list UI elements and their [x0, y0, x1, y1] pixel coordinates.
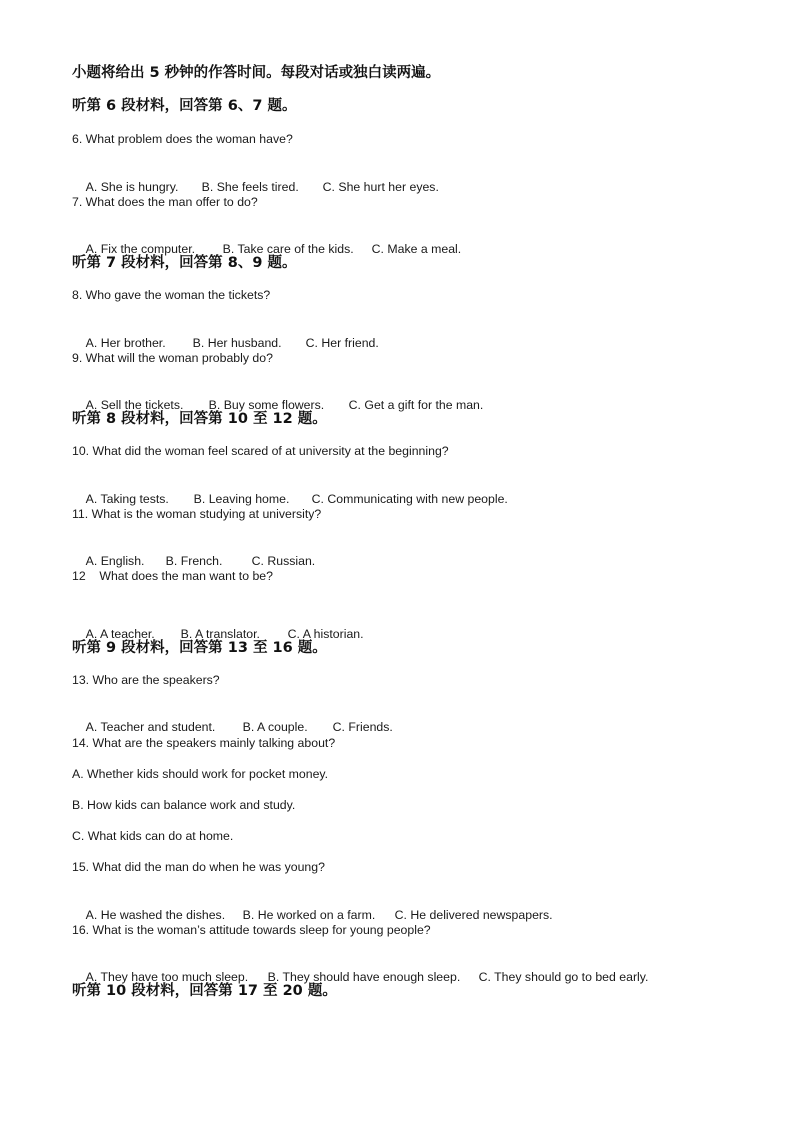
- question-14: 14. What are the speakers mainly talking about?: [72, 736, 336, 750]
- options-9: [72, 381, 484, 412]
- option-13c: C. Friends.: [332, 720, 393, 734]
- option-8c: C. Her friend.: [305, 336, 379, 350]
- option-6b: B. She feels tired.: [201, 180, 299, 194]
- options-6: [72, 163, 439, 194]
- question-7: 7. What does the man offer to do?: [72, 195, 258, 209]
- option-13a: A. Teacher and student.: [85, 720, 216, 734]
- option-7b: B. Take care of the kids.: [222, 242, 354, 256]
- section-heading-9: 听第 9 段材料，回答第 13 至 16 题。: [72, 640, 327, 656]
- option-6a: A. She is hungry.: [85, 180, 179, 194]
- option-15a: A. He washed the dishes.: [85, 908, 226, 922]
- option-10c: C. Communicating with new people.: [311, 492, 508, 506]
- option-11a: A. English.: [85, 554, 145, 568]
- question-10: 10. What did the woman feel scared of at university at the beginning?: [72, 444, 449, 458]
- option-15b: B. He worked on a farm.: [242, 908, 376, 922]
- options-7: [72, 225, 462, 256]
- section-heading-6: 听第 6 段材料，回答第 6、7 题。: [72, 98, 297, 114]
- option-9b: B. Buy some flowers.: [208, 398, 325, 412]
- option-11c: C. Russian.: [251, 554, 316, 568]
- option-7c: C. Make a meal.: [371, 242, 462, 256]
- option-11b: B. French.: [165, 554, 223, 568]
- option-9a: A. Sell the tickets.: [85, 398, 184, 412]
- option-7a: A. Fix the computer.: [85, 242, 196, 256]
- question-11: 11. What is the woman studying at university?: [72, 507, 322, 521]
- question-16: 16. What is the woman’s attitude towards sleep for young people?: [72, 923, 431, 937]
- option-12a: A. A teacher.: [85, 627, 155, 641]
- options-13: [72, 703, 393, 734]
- question-15: 15. What did the man do when he was young?: [72, 860, 325, 874]
- option-16b: B. They should have enough sleep.: [267, 970, 461, 984]
- question-6: 6. What problem does the woman have?: [72, 132, 293, 146]
- option-10b: B. Leaving home.: [193, 492, 290, 506]
- question-12: 12 What does the man want to be?: [72, 569, 273, 583]
- option-14b: B. How kids can balance work and study.: [72, 798, 296, 812]
- options-16: [72, 953, 649, 984]
- instructions-text: 小题将给出 5 秒钟的作答时间。每段对话或独白读两遍。: [72, 65, 441, 81]
- option-12c: C. A historian.: [287, 627, 364, 641]
- question-8: 8. Who gave the woman the tickets?: [72, 288, 271, 302]
- options-11: [72, 537, 316, 568]
- options-15: [72, 891, 553, 922]
- option-8b: B. Her husband.: [192, 336, 282, 350]
- options-10: [72, 475, 508, 506]
- option-14a: A. Whether kids should work for pocket money.: [72, 767, 329, 781]
- option-16c: C. They should go to bed early.: [478, 970, 649, 984]
- question-13: 13. Who are the speakers?: [72, 673, 220, 687]
- option-13b: B. A couple.: [242, 720, 308, 734]
- option-14c: C. What kids can do at home.: [72, 829, 234, 843]
- section-heading-7: 听第 7 段材料，回答第 8、9 题。: [72, 255, 297, 271]
- section-heading-10: 听第 10 段材料，回答第 17 至 20 题。: [72, 983, 337, 999]
- option-12b: B. A translator.: [180, 627, 260, 641]
- option-10a: A. Taking tests.: [85, 492, 169, 506]
- option-9c: C. Get a gift for the man.: [348, 398, 484, 412]
- options-12: [72, 610, 364, 641]
- question-9: 9. What will the woman probably do?: [72, 351, 273, 365]
- option-6c: C. She hurt her eyes.: [322, 180, 439, 194]
- options-8: [72, 319, 379, 350]
- section-heading-8: 听第 8 段材料，回答第 10 至 12 题。: [72, 411, 327, 427]
- option-16a: A. They have too much sleep.: [85, 970, 249, 984]
- option-15c: C. He delivered newspapers.: [394, 908, 553, 922]
- option-8a: A. Her brother.: [85, 336, 166, 350]
